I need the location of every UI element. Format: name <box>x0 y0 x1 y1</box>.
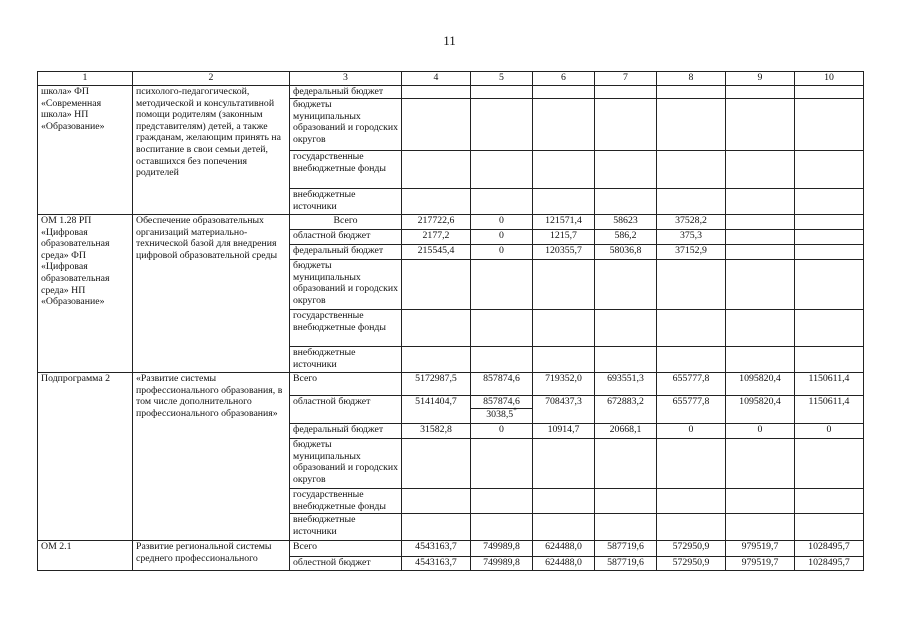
value-cell: 857874,6 <box>471 373 533 396</box>
value-cell: 1215,7 <box>533 230 595 245</box>
value-cell: 215545,4 <box>402 245 471 260</box>
header-cell: 7 <box>595 72 657 86</box>
value-cell: 0 <box>471 230 533 245</box>
empty-cell <box>471 99 533 151</box>
empty-cell <box>657 151 726 189</box>
program-description-cell: Развитие региональной системы среднего профессионального <box>133 541 290 571</box>
empty-cell <box>795 489 864 514</box>
page-number: 11 <box>443 33 456 48</box>
header-cell: 3 <box>290 72 402 86</box>
table-row <box>38 215 864 230</box>
value-text: 857874,6 <box>483 396 520 407</box>
budget-table <box>37 71 864 571</box>
value-cell: 121571,4 <box>533 215 595 230</box>
value-cell: 655777,8 <box>657 396 726 424</box>
empty-cell <box>726 310 795 347</box>
empty-cell <box>595 99 657 151</box>
program-description-cell: психолого-педагогической, методической и консультативной помощи родителям (законным представителям) детей, а также гражданам, желающим принять на воспитание в свои семьи детей, оставшихся без попечения родителей <box>133 86 290 215</box>
empty-cell <box>402 189 471 215</box>
value-cell: 0 <box>657 424 726 439</box>
empty-cell <box>795 151 864 189</box>
value-cell: 655777,8 <box>657 373 726 396</box>
empty-cell <box>726 489 795 514</box>
funding-source-cell: государственные внебюджетные фонды <box>290 489 402 514</box>
funding-source-cell: внебюджетные источники <box>290 347 402 373</box>
empty-cell <box>795 189 864 215</box>
empty-cell <box>726 86 795 99</box>
value-cell: 979519,7 <box>726 541 795 557</box>
funding-source-cell: федеральный бюджет <box>290 424 402 439</box>
value-cell: 1095820,4 <box>726 373 795 396</box>
value-cell: 217722,6 <box>402 215 471 230</box>
empty-cell <box>657 310 726 347</box>
funding-source-cell: Всего <box>290 215 402 230</box>
empty-cell <box>726 347 795 373</box>
value-cell: 20668,1 <box>595 424 657 439</box>
header-cell: 2 <box>133 72 290 86</box>
empty-cell <box>471 151 533 189</box>
funding-source-cell: Всего <box>290 541 402 557</box>
value-cell: 5141404,7 <box>402 396 471 424</box>
empty-cell <box>726 99 795 151</box>
empty-cell <box>402 439 471 489</box>
empty-cell <box>402 151 471 189</box>
value-cell: 1150611,4 <box>795 396 864 424</box>
value-cell: 572950,9 <box>657 557 726 571</box>
empty-cell <box>402 514 471 541</box>
value-cell: 2177,2 <box>402 230 471 245</box>
program-description-cell: Обеспечение образовательных организаций материально-технической базой для внедрения цифровой образовательной среды <box>133 215 290 373</box>
header-cell: 9 <box>726 72 795 86</box>
value-cell: 0 <box>471 215 533 230</box>
value-cell <box>795 215 864 230</box>
value-cell: 624488,0 <box>533 541 595 557</box>
empty-cell <box>657 260 726 310</box>
empty-cell <box>726 189 795 215</box>
funding-source-cell: государственные внебюджетные фонды <box>290 310 402 347</box>
value-cell: 5172987,5 <box>402 373 471 396</box>
empty-cell <box>533 489 595 514</box>
empty-cell <box>533 86 595 99</box>
empty-cell <box>795 439 864 489</box>
empty-cell <box>402 86 471 99</box>
empty-cell <box>471 86 533 99</box>
value-cell: 0 <box>795 424 864 439</box>
empty-cell <box>471 347 533 373</box>
value-cell: 10914,7 <box>533 424 595 439</box>
value-cell: 719352,0 <box>533 373 595 396</box>
value-cell: 120355,7 <box>533 245 595 260</box>
funding-source-cell: бюджеты муниципальных образований и городских округов <box>290 99 402 151</box>
footnote-mark: * <box>513 406 517 415</box>
value-cell: 749989,8 <box>471 541 533 557</box>
empty-cell <box>533 99 595 151</box>
table-row <box>38 373 864 396</box>
empty-cell <box>795 310 864 347</box>
empty-cell <box>471 189 533 215</box>
empty-cell <box>471 489 533 514</box>
empty-cell <box>471 439 533 489</box>
funding-source-cell: бюджеты муниципальных образований и городских округов <box>290 260 402 310</box>
value-cell <box>726 245 795 260</box>
empty-cell <box>595 489 657 514</box>
empty-cell <box>657 347 726 373</box>
value-cell: 4543163,7 <box>402 557 471 571</box>
value-cell: 58036,8 <box>595 245 657 260</box>
empty-cell <box>471 514 533 541</box>
table-row <box>38 86 864 99</box>
empty-cell <box>533 260 595 310</box>
funding-source-cell: областной бюджет <box>290 230 402 245</box>
header-row <box>38 72 864 86</box>
empty-cell <box>657 189 726 215</box>
program-code-cell: ОМ 2.1 <box>38 541 133 571</box>
value-cell: 1028495,7 <box>795 541 864 557</box>
empty-cell <box>533 151 595 189</box>
empty-cell <box>795 347 864 373</box>
extra-value <box>471 408 533 421</box>
funding-source-cell: государственные внебюджетные фонды <box>290 151 402 189</box>
empty-cell <box>795 99 864 151</box>
value-cell: 1150611,4 <box>795 373 864 396</box>
value-cell: 4543163,7 <box>402 541 471 557</box>
value-cell <box>726 230 795 245</box>
value-cell: 37152,9 <box>657 245 726 260</box>
header-cell: 1 <box>38 72 133 86</box>
empty-cell <box>595 86 657 99</box>
funding-source-cell: федеральный бюджет <box>290 86 402 99</box>
value-cell <box>795 230 864 245</box>
value-cell: 375,3 <box>657 230 726 245</box>
program-code-cell: Подпрограмма 2 <box>38 373 133 541</box>
empty-cell <box>533 189 595 215</box>
header-cell: 4 <box>402 72 471 86</box>
empty-cell <box>402 310 471 347</box>
empty-cell <box>595 310 657 347</box>
funding-source-cell: бюджеты муниципальных образований и городских округов <box>290 439 402 489</box>
empty-cell <box>402 347 471 373</box>
value-cell: 693551,3 <box>595 373 657 396</box>
empty-cell <box>595 439 657 489</box>
table-row <box>38 541 864 557</box>
program-code-cell: школа» ФП «Современная школа» НП «Образование» <box>38 86 133 215</box>
empty-cell <box>595 514 657 541</box>
funding-source-cell: облестной бюджет <box>290 557 402 571</box>
empty-cell <box>795 86 864 99</box>
value-cell <box>726 215 795 230</box>
value-cell: 708437,3 <box>533 396 595 424</box>
value-cell: 587719,6 <box>595 557 657 571</box>
value-cell: 0 <box>726 424 795 439</box>
value-cell: 0 <box>471 424 533 439</box>
extra-value-text: 3038,5 <box>486 408 514 420</box>
value-cell: 31582,8 <box>402 424 471 439</box>
program-code-cell: ОМ 1.28 РП «Цифровая образовательная среда» ФП «Цифровая образовательная среда» НП «Образование» <box>38 215 133 373</box>
empty-cell <box>595 151 657 189</box>
funding-source-cell: федеральный бюджет <box>290 245 402 260</box>
empty-cell <box>533 347 595 373</box>
program-description-cell: «Развитие системы профессионального образования, в том числе дополнительного профессионального образования» <box>133 373 290 541</box>
header-cell: 10 <box>795 72 864 86</box>
value-cell <box>795 245 864 260</box>
value-cell: 58623 <box>595 215 657 230</box>
empty-cell <box>533 514 595 541</box>
empty-cell <box>402 99 471 151</box>
value-cell: 1095820,4 <box>726 396 795 424</box>
empty-cell <box>595 260 657 310</box>
empty-cell <box>595 189 657 215</box>
value-cell-split <box>471 396 533 424</box>
empty-cell <box>657 439 726 489</box>
empty-cell <box>726 514 795 541</box>
value-cell: 37528,2 <box>657 215 726 230</box>
value-cell: 979519,7 <box>726 557 795 571</box>
empty-cell <box>595 347 657 373</box>
funding-source-cell: внебюджетные источники <box>290 514 402 541</box>
empty-cell <box>726 260 795 310</box>
empty-cell <box>471 260 533 310</box>
value-cell: 587719,6 <box>595 541 657 557</box>
value-cell: 672883,2 <box>595 396 657 424</box>
empty-cell <box>402 489 471 514</box>
empty-cell <box>795 514 864 541</box>
empty-cell <box>657 514 726 541</box>
empty-cell <box>471 310 533 347</box>
empty-cell <box>533 439 595 489</box>
header-cell: 8 <box>657 72 726 86</box>
empty-cell <box>657 86 726 99</box>
empty-cell <box>795 260 864 310</box>
value-cell: 749989,8 <box>471 557 533 571</box>
header-cell: 5 <box>471 72 533 86</box>
empty-cell <box>657 489 726 514</box>
funding-source-cell: областной бюджет <box>290 396 402 424</box>
empty-cell <box>402 260 471 310</box>
empty-cell <box>726 439 795 489</box>
empty-cell <box>533 310 595 347</box>
funding-source-cell: внебюджетные источники <box>290 189 402 215</box>
value-cell: 624488,0 <box>533 557 595 571</box>
value-cell: 0 <box>471 245 533 260</box>
empty-cell <box>657 99 726 151</box>
value-cell: 1028495,7 <box>795 557 864 571</box>
empty-cell <box>726 151 795 189</box>
header-cell: 6 <box>533 72 595 86</box>
value-cell: 586,2 <box>595 230 657 245</box>
funding-source-cell: Всего <box>290 373 402 396</box>
value-cell: 572950,9 <box>657 541 726 557</box>
